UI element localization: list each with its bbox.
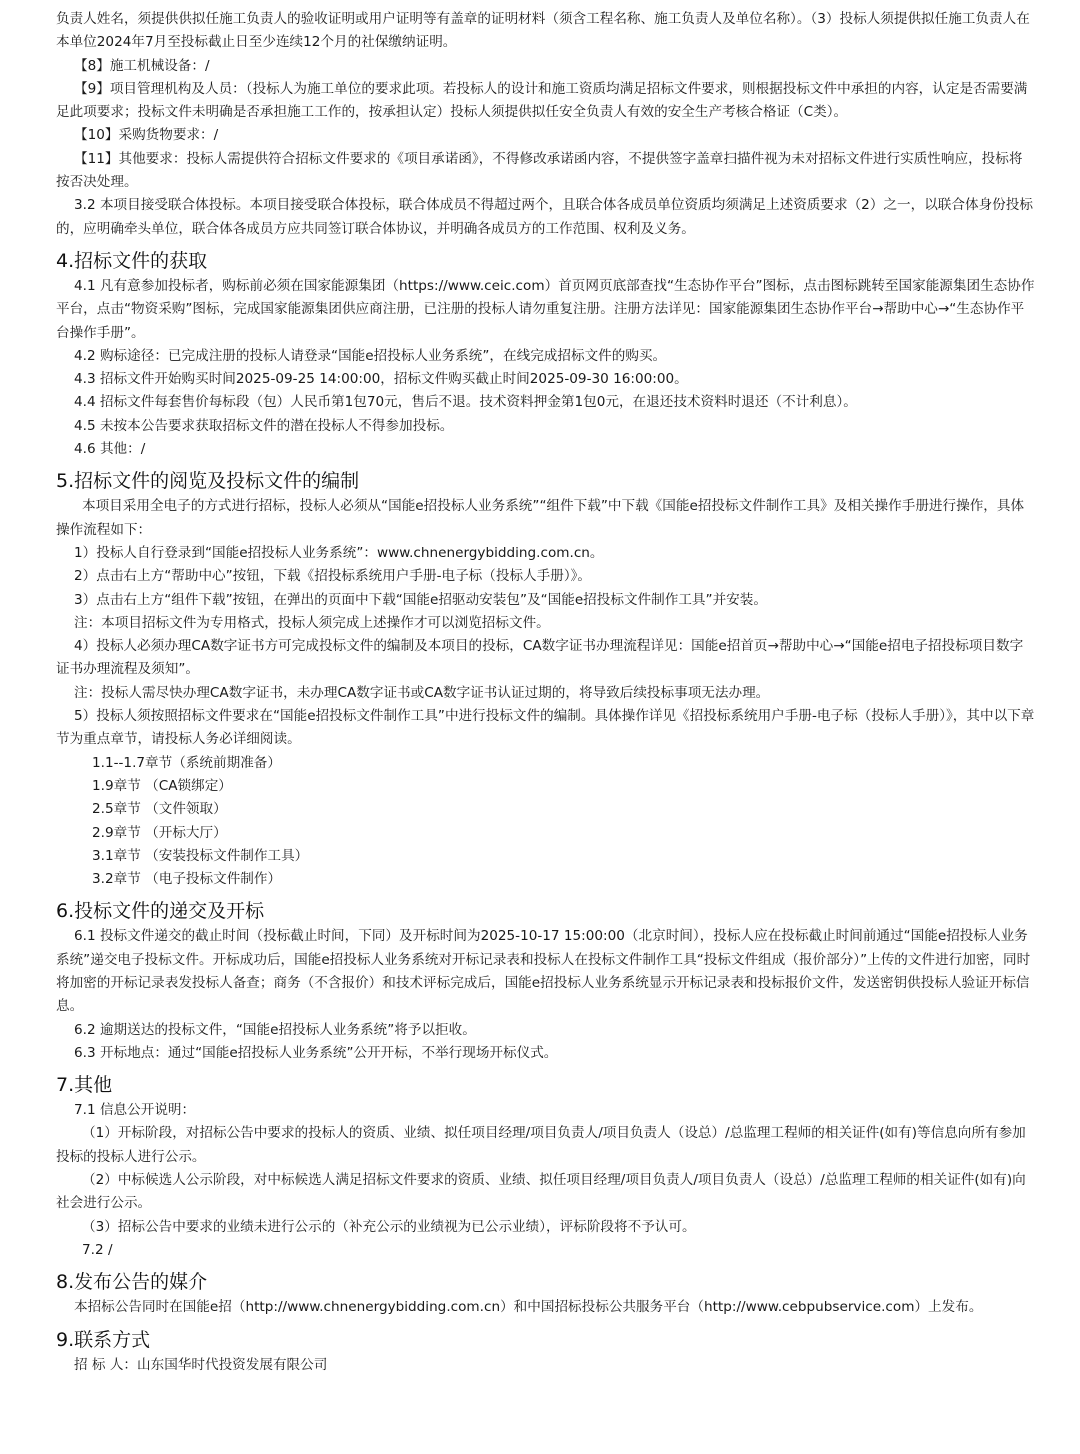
section-8-title: 8.发布公告的媒介 bbox=[56, 1271, 208, 1294]
disclosure-1: （1）开标阶段，对招标公告中要求的投标人的资质、业绩、拟任项目经理/项目负责人/项目负责人（设总）/总监理工程师的相关证件(如有)等信息向所有参加投标的投标人进行公示。 bbox=[56, 1125, 1026, 1165]
section-5-title: 5.招标文件的阅览及投标文件的编制 bbox=[56, 470, 360, 493]
step-2: 2）点击右上方“帮助中心”按钮，下载《招投标系统用户手册-电子标（投标人手册）》。 bbox=[74, 568, 592, 585]
step-5: 5）投标人须按照招标文件要求在“国能e招投标文件制作工具”中进行投标文件的编制。具体操作详见《招投标系统用户手册-电子标（投标人手册）》，其中以下章节为重点章节，请投标人务必详细阅读。 bbox=[56, 708, 1035, 748]
section-4-title: 4.招标文件的获取 bbox=[56, 249, 208, 272]
paragraph-4-3: 4.3 招标文件开始购买时间2025-09-25 14:00:00，招标文件购买截止时间2025-09-30 16:00:00。 bbox=[74, 371, 688, 388]
paragraph-7-2: 7.2 / bbox=[82, 1241, 113, 1258]
chapter-item: 3.1章节 （安装投标文件制作工具） bbox=[92, 847, 309, 864]
section-9-title: 9.联系方式 bbox=[56, 1328, 151, 1351]
note-2: 注：投标人需尽快办理CA数字证书，未办理CA数字证书或CA数字证书认证过期的，将导致后续投标事项无法办理。 bbox=[74, 684, 770, 701]
paragraph-6-1: 6.1 投标文件递交的截止时间（投标截止时间，下同）及开标时间为2025-10-17 15:00:00（北京时间），投标人应在投标截止时间前通过“国能e招投标人业务系统”递交电子投标文件。开标成功后，国能e招投标人业务系统对开标记录表和投标人在投标文件制作工具“投标文件组成（报价部分）”上传的文件进行加密，同时将加密的开标记录表发投标人备查；商务（不含报价）和技术评标完成后，国能e招投标人业务系统显示开标记录表和投标报价文件，发送密钥供投标人验证开标信息。 bbox=[56, 928, 1031, 1015]
paragraph-6-2: 6.2 逾期送达的投标文件，“国能e招投标人业务系统”将予以拒收。 bbox=[74, 1021, 476, 1038]
disclosure-2: （2）中标候选人公示阶段，对中标候选人满足招标文件要求的资质、业绩、拟任项目经理/项目负责人/项目负责人（设总）/总监理工程师的相关证件(如有)向社会进行公示。 bbox=[56, 1172, 1026, 1212]
item-9: 【9】项目管理机构及人员：（投标人为施工单位的要求此项。若投标人的设计和施工资质均满足招标文件要求，则根据投标文件中承担的内容，认定是否需要满足此项要求；投标文件未明确是否承担施工工作的，按承担认定）投标人须提供拟任安全负责人有效的安全生产考核合格证（C类）。 bbox=[56, 80, 1028, 121]
paragraph-3-2: 3.2 本项目接受联合体投标。本项目接受联合体投标，联合体成员不得超过两个，且联合体各成员单位资质均须满足上述资质要求（2）之一，以联合体身份投标的，应明确牵头单位，联合体各成员方应共同签订联合体协议，并明确各成员方的工作范围、权利及义务。 bbox=[56, 197, 1033, 237]
note-1: 注：本项目招标文件为专用格式，投标人须完成上述操作才可以浏览招标文件。 bbox=[74, 614, 550, 631]
step-4: 4）投标人必须办理CA数字证书方可完成投标文件的编制及本项目的投标，CA数字证书办理流程详见：国能e招首页→帮助中心→“国能e招电子招投标项目数字证书办理流程及须知”。 bbox=[56, 638, 1024, 678]
section-6-title: 6.投标文件的递交及开标 bbox=[56, 900, 265, 923]
chapter-item: 3.2章节 （电子投标文件制作） bbox=[92, 871, 282, 888]
section-7-title: 7.其他 bbox=[56, 1074, 113, 1097]
chapter-item: 2.5章节 （文件领取） bbox=[92, 801, 227, 818]
paragraph-4-2: 4.2 购标途径：已完成注册的投标人请登录“国能e招投标人业务系统”，在线完成招标文件的购买。 bbox=[74, 347, 667, 364]
chapter-item: 2.9章节 （开标大厅） bbox=[92, 824, 227, 841]
paragraph-4-5: 4.5 未按本公告要求获取招标文件的潜在投标人不得参加投标。 bbox=[74, 417, 454, 434]
step-1: 1）投标人自行登录到“国能e招投标人业务系统”：www.chnenergybidding.com.cn。 bbox=[74, 544, 604, 561]
paragraph-8-1: 本招标公告同时在国能e招（http://www.chnenergybidding.com.cn）和中国招标投标公共服务平台（http://www.cebpubservice.com）上发布。 bbox=[74, 1299, 983, 1316]
item-8: 【8】施工机械设备：/ bbox=[74, 57, 210, 74]
paragraph-5-intro: 本项目采用全电子的方式进行招标，投标人必须从“国能e招投标人业务系统”“组件下载”中下载《国能e招投标文件制作工具》及相关操作手册进行操作，具体操作流程如下： bbox=[56, 498, 1025, 538]
item-11: 【11】其他要求：投标人需提供符合招标文件要求的《项目承诺函》，不得修改承诺函内容，不提供签字盖章扫描件视为未对招标文件进行实质性响应，投标将按否决处理。 bbox=[56, 150, 1023, 191]
paragraph-6-3: 6.3 开标地点：通过“国能e招投标人业务系统”公开开标，不举行现场开标仪式。 bbox=[74, 1044, 558, 1061]
paragraph-4-4: 4.4 招标文件每套售价每标段（包）人民币第1包70元，售后不退。技术资料押金第1包0元，在退还技术资料时退还（不计利息）。 bbox=[74, 394, 857, 411]
disclosure-3: （3）招标公告中要求的业绩未进行公示的（补充公示的业绩视为已公示业绩），评标阶段将不予认可。 bbox=[82, 1218, 696, 1235]
chapter-item: 1.1--1.7章节（系统前期准备） bbox=[92, 754, 281, 771]
item-10: 【10】采购货物要求：/ bbox=[74, 127, 219, 144]
paragraph-7-1: 7.1 信息公开说明： bbox=[74, 1102, 196, 1119]
paragraph-4-1: 4.1 凡有意参加投标者，购标前必须在国家能源集团（https://www.ceic.com）首页网页底部查找“生态协作平台”图标，点击图标跳转至国家能源集团生态协作平台，点击“物资采购”图标，完成国家能源集团供应商注册，已注册的投标人请勿重复注册。注册方法详见：国家能源集团生态协作平台→帮助中心→“生态协作平台操作手册”。 bbox=[56, 277, 1035, 341]
chapter-item: 1.9章节 （CA锁绑定） bbox=[92, 777, 232, 794]
paragraph-4-6: 4.6 其他：/ bbox=[74, 441, 146, 458]
step-3: 3）点击右上方“组件下载”按钮，在弹出的页面中下载“国能e招驱动安装包”及“国能e招投标文件制作工具”并安装。 bbox=[74, 591, 767, 608]
intro-paragraph: 负责人姓名，须提供供拟任施工负责人的验收证明或用户证明等有盖章的证明材料（须含工程名称、施工负责人及单位名称）。（3）投标人须提供拟任施工负责人在本单位2024年7月至投标截止日至少连续12个月的社保缴纳证明。 bbox=[56, 11, 1030, 51]
tenderer-line: 招 标 人：山东国华时代投资发展有限公司 bbox=[74, 1356, 328, 1373]
